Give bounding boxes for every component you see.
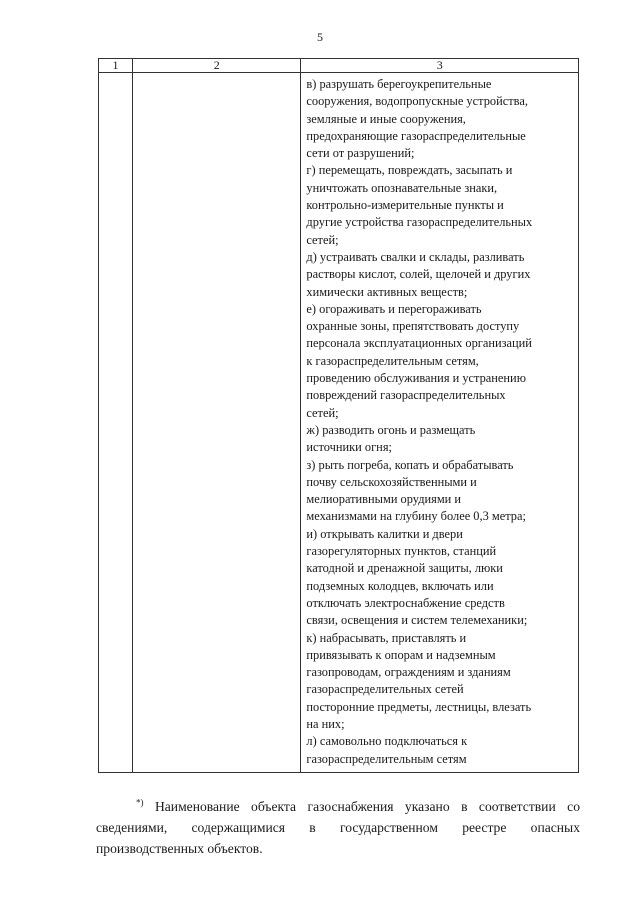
page-number: 5 [317,30,323,44]
text-line: д) устраивать свалки и склады, разливать [306,249,525,264]
text-line: повреждений газораспределительных [306,388,506,403]
text-line: на них; [306,716,345,731]
text-line: сетей; [306,232,339,247]
column-header-3: 3 [301,59,579,73]
column-header-1: 1 [99,59,133,73]
footnote-line-2: сведениями, содержащимися в государственном реестре опасных [96,820,580,835]
text-line: источники огня; [306,440,392,455]
prohibitions-list [301,73,578,768]
text-line: растворы кислот, солей, щелочей и других [306,267,531,282]
footnote-line-1 [96,796,580,817]
text-line: сетей; [306,405,339,420]
text-line: катодной и дренажной защиты, люки [306,561,503,576]
text-line: к) набрасывать, приставлять и [306,630,467,645]
text-line: ж) разводить огонь и размещать [306,422,476,437]
text-line: персонала эксплуатационных организаций [306,336,532,351]
text-line: отключать электроснабжение средств [306,595,505,610]
column-header-2: 2 [133,59,301,73]
text-line: газораспределительным сетям [306,751,467,766]
table-header-row [99,59,579,73]
text-line: земляные и иные сооружения, [306,111,466,126]
text-line: е) огораживать и перегораживать [306,301,482,316]
text-line: уничтожать опознавательные знаки, [306,180,498,195]
text-line: посторонние предметы, лестницы, влезать [306,699,532,714]
text-line: з) рыть погреба, копать и обрабатывать [306,457,514,472]
text-line: и) открывать калитки и двери [306,526,463,541]
text-line: подземных колодцев, включать или [306,578,494,593]
cell-column-3 [301,73,579,773]
footnote-text-1: Наименование объекта газоснабжения указано в соответствии со [154,799,580,814]
text-line: газорегуляторных пунктов, станций [306,544,497,559]
text-line: в) разрушать берегоукрепительные [306,77,492,91]
text-line: контрольно-измерительные пункты и [306,198,504,213]
text-line: проведению обслуживания и устранению [306,371,526,386]
cell-column-2 [133,73,301,773]
footnote-marker: *) [136,797,144,808]
text-line: связи, освещения и систем телемеханики; [306,613,528,628]
text-line: мелиоративными орудиями и [306,492,462,507]
footnote [96,796,580,859]
text-line: почву сельскохозяйственными и [306,474,477,489]
text-line: г) перемещать, повреждать, засыпать и [306,163,513,178]
text-line: сооружения, водопропускные устройства, [306,94,528,109]
text-line: к газораспределительным сетям, [306,353,479,368]
cell-column-1 [99,73,133,773]
text-line: л) самовольно подключаться к [306,734,468,749]
text-line: привязывать к опорам и надземным [306,647,496,662]
requirements-table [98,58,579,773]
text-line: химически активных веществ; [306,284,468,299]
text-line: предохраняющие газораспределительные [306,128,526,143]
text-line: газопроводам, ограждениям и зданиям [306,665,511,680]
text-line: газораспределительных сетей [306,682,464,697]
text-line: другие устройства газораспределительных [306,215,533,230]
text-line: механизмами на глубину более 0,3 метра; [306,509,526,524]
text-line: охранные зоны, препятствовать доступу [306,319,520,334]
footnote-line-3: производственных объектов. [96,841,263,856]
table-row [99,73,579,773]
text-line: сети от разрушений; [306,146,415,161]
